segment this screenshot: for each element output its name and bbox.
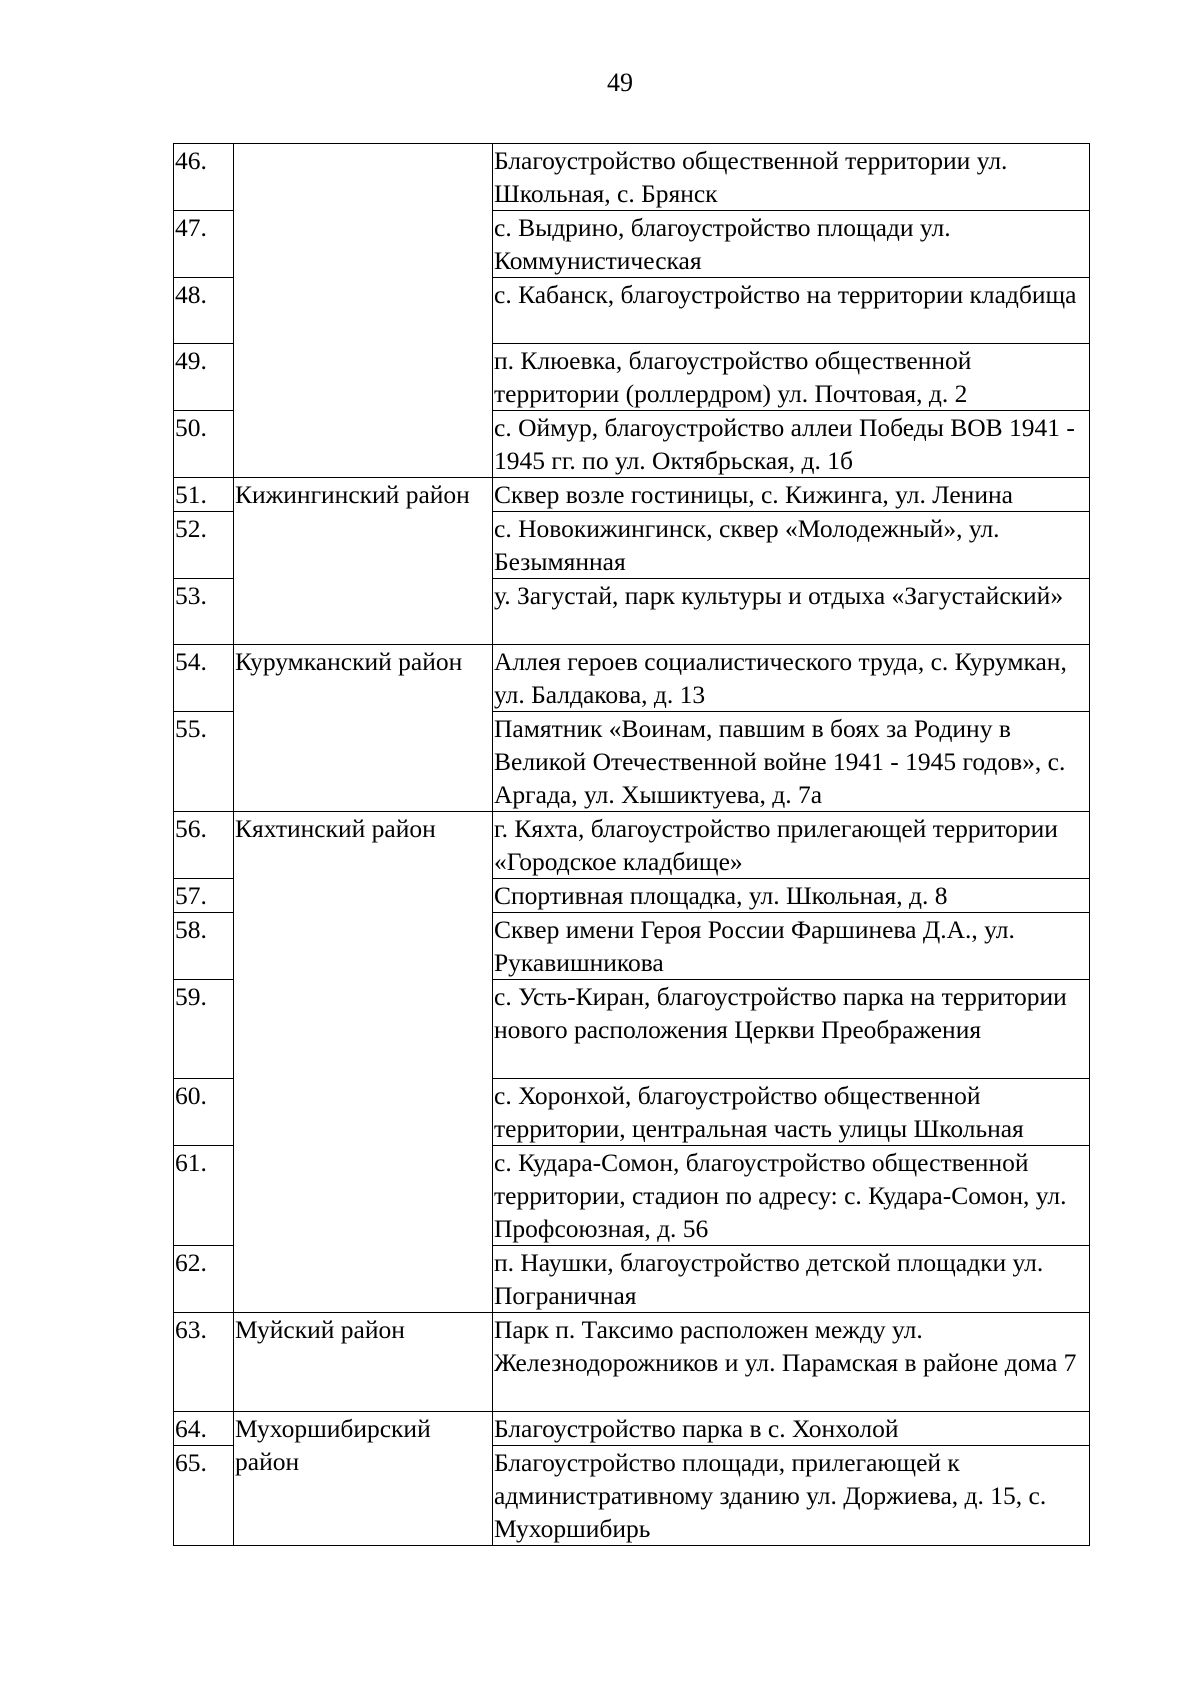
- table-row: [174, 478, 1090, 512]
- row-number: 46.: [174, 144, 234, 211]
- object-description: Благоустройство общественной территории ул. Школьная, с. Брянск: [493, 144, 1090, 211]
- object-description: с. Новокижингинск, сквер «Молодежный», ул. Безымянная: [493, 512, 1090, 579]
- object-description: п. Наушки, благоустройство детской площадки ул. Пограничная: [493, 1246, 1090, 1313]
- row-number: 51.: [174, 478, 234, 512]
- row-number: 65.: [174, 1446, 234, 1546]
- object-description: с. Оймур, благоустройство аллеи Победы ВОВ 1941 - 1945 гг. по ул. Октябрьская, д. 1б: [493, 411, 1090, 478]
- row-number: 61.: [174, 1146, 234, 1246]
- row-number: 63.: [174, 1313, 234, 1412]
- table-row: [174, 1313, 1090, 1412]
- district-cell: Мухоршибирский район: [234, 1412, 493, 1546]
- row-number: 50.: [174, 411, 234, 478]
- row-number: 52.: [174, 512, 234, 579]
- object-description: с. Выдрино, благоустройство площади ул. Коммунистическая: [493, 211, 1090, 278]
- row-number: 56.: [174, 812, 234, 879]
- district-cell: Муйский район: [234, 1313, 493, 1412]
- object-description: с. Хоронхой, благоустройство общественной территории, центральная часть улицы Школьная: [493, 1079, 1090, 1146]
- row-number: 57.: [174, 879, 234, 913]
- page-number: 49: [607, 68, 633, 97]
- object-description: Благоустройство парка в с. Хонхолой: [493, 1412, 1090, 1446]
- object-description: Сквер возле гостиницы, с. Кижинга, ул. Ленина: [493, 478, 1090, 512]
- object-description: Памятник «Воинам, павшим в боях за Родину в Великой Отечественной войне 1941 - 1945 годов», с. Аргада, ул. Хышиктуева, д. 7а: [493, 712, 1090, 812]
- row-number: 60.: [174, 1079, 234, 1146]
- object-description: с. Усть-Киран, благоустройство парка на территории нового расположения Церкви Преображения: [493, 980, 1090, 1079]
- object-description: Аллея героев социалистического труда, с. Курумкан, ул. Балдакова, д. 13: [493, 645, 1090, 712]
- district-cell: [234, 144, 493, 478]
- row-number: 54.: [174, 645, 234, 712]
- row-number: 62.: [174, 1246, 234, 1313]
- row-number: 47.: [174, 211, 234, 278]
- object-description: Сквер имени Героя России Фаршинева Д.А., ул. Рукавишникова: [493, 913, 1090, 980]
- object-description: Парк п. Таксимо расположен между ул. Железнодорожников и ул. Парамская в районе дома 7: [493, 1313, 1090, 1412]
- projects-table: [173, 143, 1090, 1546]
- table-row: [174, 812, 1090, 879]
- table-row: [174, 1412, 1090, 1446]
- row-number: 53.: [174, 579, 234, 645]
- row-number: 59.: [174, 980, 234, 1079]
- district-cell: Кяхтинский район: [234, 812, 493, 1313]
- table-row: [174, 144, 1090, 211]
- row-number: 48.: [174, 278, 234, 344]
- object-description: г. Кяхта, благоустройство прилегающей территории «Городское кладбище»: [493, 812, 1090, 879]
- district-cell: Курумканский район: [234, 645, 493, 812]
- table-row: [174, 645, 1090, 712]
- row-number: 58.: [174, 913, 234, 980]
- object-description: с. Кабанск, благоустройство на территории кладбища: [493, 278, 1090, 344]
- row-number: 55.: [174, 712, 234, 812]
- row-number: 49.: [174, 344, 234, 411]
- row-number: 64.: [174, 1412, 234, 1446]
- object-description: п. Клюевка, благоустройство общественной территории (роллердром) ул. Почтовая, д. 2: [493, 344, 1090, 411]
- object-description: Спортивная площадка, ул. Школьная, д. 8: [493, 879, 1090, 913]
- district-cell: Кижингинский район: [234, 478, 493, 645]
- object-description: с. Кудара-Сомон, благоустройство общественной территории, стадион по адресу: с. Кудара-Сомон, ул. Профсоюзная, д. 56: [493, 1146, 1090, 1246]
- object-description: у. Загустай, парк культуры и отдыха «Загустайский»: [493, 579, 1090, 645]
- object-description: Благоустройство площади, прилегающей к административному зданию ул. Доржиева, д. 15, с. Мухоршибирь: [493, 1446, 1090, 1546]
